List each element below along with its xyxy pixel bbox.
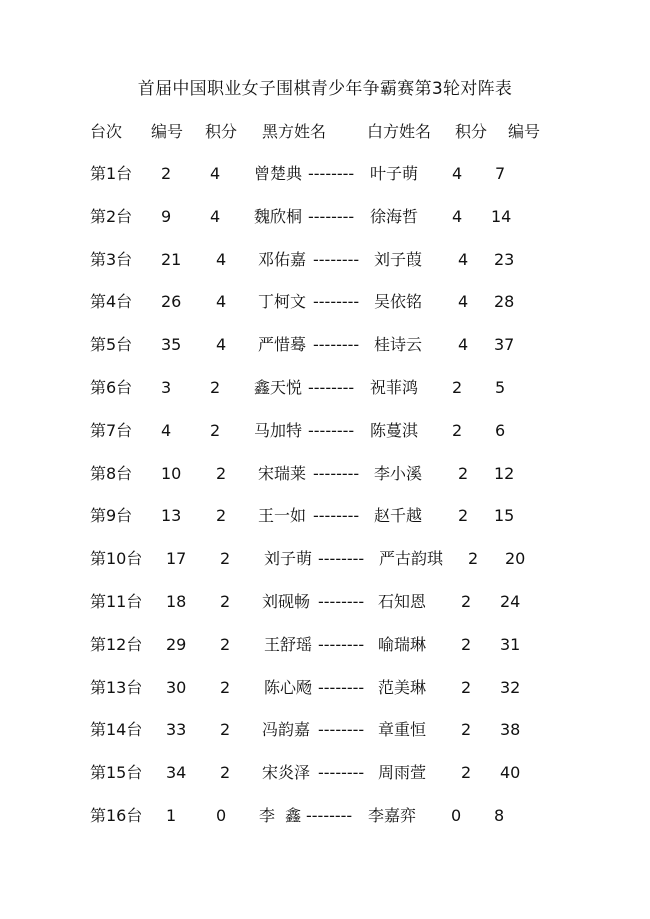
pairing-row (0, 461, 650, 487)
header-black-name: 黑方姓名 (262, 122, 327, 141)
white-score: 2 (461, 763, 472, 783)
page-title: 首届中国职业女子围棋青少年争霸赛第3轮对阵表 (137, 79, 513, 99)
black-score: 2 (220, 634, 231, 654)
white-player-name: 徐海哲 (370, 206, 419, 226)
black-number: 9 (161, 206, 172, 226)
versus-separator: -------- (308, 420, 355, 440)
black-score: 2 (220, 677, 231, 697)
table-header (0, 119, 650, 145)
table-label: 第2台 (90, 206, 133, 226)
white-score: 2 (468, 549, 479, 569)
versus-separator: -------- (318, 549, 365, 569)
black-player-name: 马加特 (254, 420, 303, 440)
white-number: 37 (494, 335, 515, 355)
pairing-row (0, 418, 650, 444)
versus-separator: -------- (318, 634, 365, 654)
versus-separator: -------- (306, 806, 353, 825)
white-number: 32 (500, 677, 521, 697)
white-number: 24 (500, 592, 521, 611)
versus-separator: -------- (318, 677, 365, 697)
white-number: 5 (495, 378, 506, 397)
white-player-name: 石知恩 (378, 592, 427, 611)
black-score: 4 (210, 164, 221, 183)
versus-separator: -------- (313, 463, 360, 483)
black-number: 21 (161, 249, 182, 269)
black-player-name: 李 鑫 (259, 806, 302, 825)
black-number: 13 (161, 506, 182, 526)
header-white-number: 编号 (508, 122, 541, 141)
pairing-row (0, 161, 650, 187)
versus-separator: -------- (308, 378, 355, 397)
black-number: 33 (166, 720, 187, 740)
black-player-name: 宋瑞莱 (258, 463, 307, 483)
pairing-row (0, 289, 650, 315)
black-player-name: 刘砚畅 (262, 592, 311, 611)
pairing-row (0, 503, 650, 529)
pairing-row (0, 546, 650, 572)
black-player-name: 王一如 (258, 506, 307, 526)
black-number: 1 (166, 806, 177, 825)
versus-separator: -------- (308, 164, 355, 183)
black-player-name: 严惜蓦 (258, 335, 307, 355)
black-player-name: 王舒瑶 (264, 634, 313, 654)
pairing-row (0, 803, 650, 829)
black-player-name: 冯韵嘉 (262, 720, 311, 740)
white-number: 28 (494, 292, 515, 312)
table-label: 第6台 (90, 378, 133, 397)
header-white-name: 白方姓名 (367, 122, 432, 141)
black-score: 2 (210, 420, 221, 440)
white-number: 6 (495, 420, 506, 440)
versus-separator: -------- (313, 249, 360, 269)
black-score: 4 (216, 335, 227, 355)
black-number: 26 (161, 292, 182, 312)
white-score: 0 (451, 806, 462, 825)
versus-separator: -------- (318, 720, 365, 740)
black-score: 2 (220, 549, 231, 569)
white-player-name: 范美琳 (378, 677, 427, 697)
versus-separator: -------- (318, 763, 365, 783)
white-number: 23 (494, 249, 515, 269)
white-number: 12 (494, 463, 515, 483)
white-player-name: 叶子萌 (370, 164, 419, 183)
white-number: 14 (491, 206, 512, 226)
table-label: 第4台 (90, 292, 133, 312)
black-number: 17 (166, 549, 187, 569)
table-label: 第3台 (90, 249, 133, 269)
white-score: 2 (461, 634, 472, 654)
white-player-name: 吴依铭 (374, 292, 423, 312)
black-score: 4 (216, 249, 227, 269)
white-player-name: 桂诗云 (374, 335, 423, 355)
black-score: 2 (216, 463, 227, 483)
black-number: 29 (166, 634, 187, 654)
white-score: 2 (452, 420, 463, 440)
header-black-number: 编号 (151, 122, 184, 141)
pairing-row (0, 717, 650, 743)
table-label: 第5台 (90, 335, 133, 355)
header-black-score: 积分 (205, 122, 238, 141)
white-score: 2 (452, 378, 463, 397)
white-score: 4 (452, 206, 463, 226)
white-player-name: 刘子葭 (374, 249, 423, 269)
table-label: 第9台 (90, 506, 133, 526)
header-white-score: 积分 (455, 122, 488, 141)
white-score: 2 (458, 506, 469, 526)
black-number: 3 (161, 378, 172, 397)
black-score: 2 (210, 378, 221, 397)
table-label: 第14台 (90, 720, 143, 740)
white-score: 2 (458, 463, 469, 483)
table-label: 第1台 (90, 164, 133, 183)
white-player-name: 李小溪 (374, 463, 423, 483)
black-score: 2 (220, 592, 231, 611)
black-number: 30 (166, 677, 187, 697)
black-player-name: 魏欣桐 (254, 206, 303, 226)
header-table: 台次 (90, 122, 123, 141)
black-score: 4 (210, 206, 221, 226)
white-number: 40 (500, 763, 521, 783)
table-label: 第10台 (90, 549, 143, 569)
pairing-row (0, 204, 650, 230)
black-player-name: 邓佑嘉 (258, 249, 307, 269)
white-player-name: 喻瑞琳 (378, 634, 427, 654)
white-number: 8 (494, 806, 505, 825)
table-label: 第15台 (90, 763, 143, 783)
black-number: 2 (161, 164, 172, 183)
white-player-name: 祝菲鸿 (370, 378, 419, 397)
black-score: 0 (216, 806, 227, 825)
white-player-name: 章重恒 (378, 720, 427, 740)
black-score: 2 (220, 720, 231, 740)
white-player-name: 周雨萱 (378, 763, 427, 783)
pairing-row (0, 760, 650, 786)
black-number: 4 (161, 420, 172, 440)
versus-separator: -------- (318, 592, 365, 611)
black-player-name: 鑫天悦 (254, 378, 303, 397)
black-player-name: 宋炎泽 (262, 763, 311, 783)
pairing-row (0, 332, 650, 358)
white-score: 4 (452, 164, 463, 183)
table-label: 第12台 (90, 634, 143, 654)
versus-separator: -------- (308, 206, 355, 226)
white-player-name: 李嘉弈 (368, 806, 417, 825)
table-label: 第7台 (90, 420, 133, 440)
versus-separator: -------- (313, 335, 360, 355)
white-number: 31 (500, 634, 521, 654)
pairing-row (0, 375, 650, 401)
table-label: 第16台 (90, 806, 143, 825)
white-number: 15 (494, 506, 515, 526)
pairing-row (0, 589, 650, 615)
white-score: 4 (458, 249, 469, 269)
table-label: 第8台 (90, 463, 133, 483)
pairing-row (0, 247, 650, 273)
white-number: 38 (500, 720, 521, 740)
black-score: 2 (216, 506, 227, 526)
pairing-row (0, 675, 650, 701)
table-label: 第11台 (90, 592, 143, 611)
black-number: 34 (166, 763, 187, 783)
white-number: 7 (495, 164, 506, 183)
white-player-name: 赵千越 (374, 506, 423, 526)
versus-separator: -------- (313, 506, 360, 526)
white-player-name: 严古韵琪 (379, 549, 444, 569)
versus-separator: -------- (313, 292, 360, 312)
black-player-name: 丁柯文 (258, 292, 307, 312)
black-score: 2 (220, 763, 231, 783)
pairing-row (0, 632, 650, 658)
white-score: 2 (461, 677, 472, 697)
white-player-name: 陈蔓淇 (370, 420, 419, 440)
table-label: 第13台 (90, 677, 143, 697)
black-score: 4 (216, 292, 227, 312)
black-number: 35 (161, 335, 182, 355)
white-score: 2 (461, 720, 472, 740)
white-score: 4 (458, 335, 469, 355)
white-score: 4 (458, 292, 469, 312)
black-number: 18 (166, 592, 187, 611)
white-score: 2 (461, 592, 472, 611)
black-number: 10 (161, 463, 182, 483)
black-player-name: 陈心飏 (264, 677, 313, 697)
white-number: 20 (505, 549, 526, 569)
black-player-name: 刘子萌 (264, 549, 313, 569)
black-player-name: 曾楚典 (254, 164, 303, 183)
